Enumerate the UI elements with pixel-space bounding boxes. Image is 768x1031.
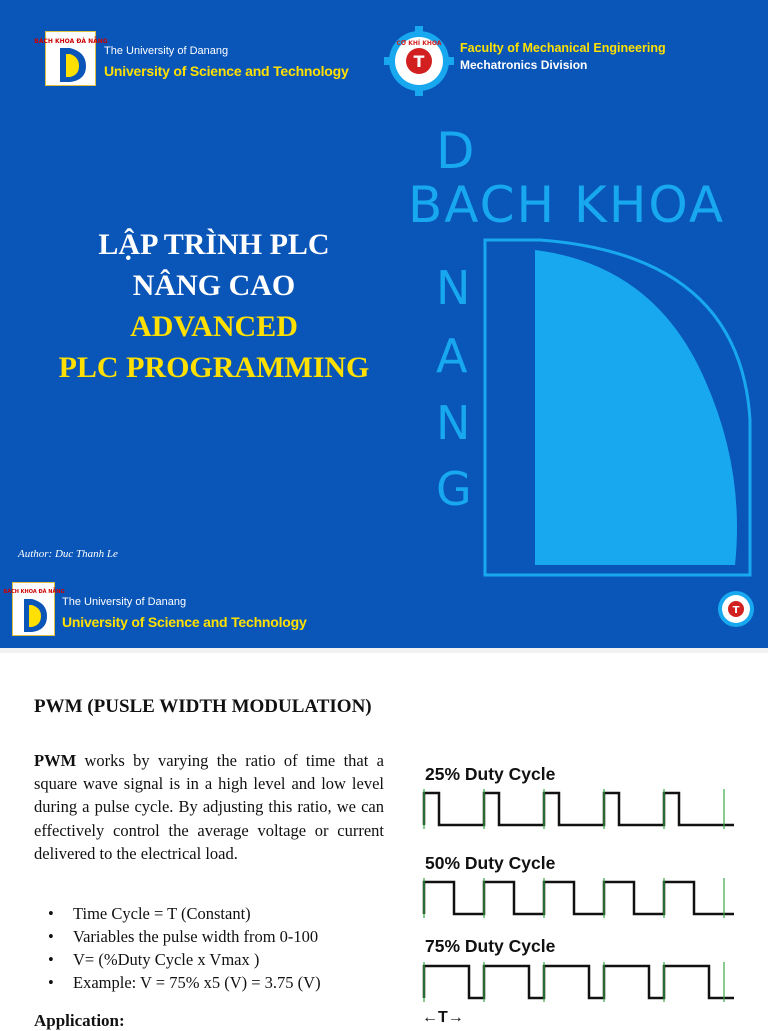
brand-d-letter: D — [436, 122, 477, 180]
title-vi-line2: NÂNG CAO — [132, 269, 296, 302]
title-vi-line1: LẬP TRÌNH PLC — [98, 228, 330, 261]
duty-label-75: 75% Duty Cycle — [425, 936, 556, 956]
bullet-voltage-formula: • V= (%Duty Cycle x Vmax ) — [48, 948, 408, 971]
uni-big-top: University of Science and Technology — [104, 63, 349, 79]
period-marker: ←T→ — [422, 1009, 464, 1026]
university-logo-top — [34, 31, 108, 86]
bullet-pulse-width: • Variables the pulse width from 0-100 — [48, 925, 408, 948]
pwm-description-text: works by varying the ratio of time that a square wave signal is in a high level and low level during a pulse cycle. By adjusting this ratio, we can effectively control the average voltage or current delivered to the electrical load. — [34, 751, 384, 863]
bullet-example: • Example: V = 75% x5 (V) = 3.75 (V) — [48, 971, 408, 994]
duty-cycle-waveforms — [0, 653, 768, 1024]
brand-word: BACH KHOA — [408, 176, 726, 234]
uni-big-bottom: University of Science and Technology — [62, 614, 307, 630]
brand-vertical-a: A — [436, 329, 468, 383]
waveform-25-percent — [424, 793, 734, 825]
faculty-gear-icon — [384, 26, 454, 96]
faculty-gear-small-icon — [716, 589, 756, 629]
pwm-slide — [0, 653, 768, 1030]
title-en-line1: ADVANCED — [130, 310, 298, 343]
duty-label-50: 50% Duty Cycle — [425, 853, 556, 873]
faculty-name: Faculty of Mechanical Engineering — [460, 41, 666, 55]
svg-text:CƠ KHÍ KHOA: CƠ KHÍ KHOA — [396, 40, 442, 47]
duty-label-25: 25% Duty Cycle — [425, 764, 556, 784]
pwm-term: PWM — [34, 751, 77, 770]
slide-heading: PWM (PUSLE WIDTH MODULATION) — [34, 696, 372, 717]
title-en-line2: PLC PROGRAMMING — [58, 351, 370, 384]
svg-text:T: T — [732, 605, 740, 616]
university-logo-bottom — [3, 582, 65, 636]
uni-small-bottom: The University of Danang — [62, 596, 187, 608]
author-credit: Author: Duc Thanh Le — [18, 548, 118, 560]
application-heading: Application: — [34, 1011, 125, 1030]
bullet-time-cycle: • Time Cycle = T (Constant) — [48, 902, 408, 925]
svg-text:T: T — [413, 52, 425, 71]
brand-vertical-n2: N — [436, 396, 471, 450]
logo-bottom-text: BÁCH KHOA ĐÀ NẴNG — [3, 589, 65, 595]
uni-small-top: The University of Danang — [104, 45, 229, 57]
logo-top-text: BÁCH KHOA ĐÀ NẴNG — [34, 38, 108, 45]
waveform-75-percent — [424, 966, 734, 998]
division-name: Mechatronics Division — [460, 58, 588, 72]
brand-vertical-g: G — [436, 462, 472, 516]
brand-vertical-n1: N — [436, 261, 471, 315]
waveform-50-percent — [424, 882, 734, 914]
